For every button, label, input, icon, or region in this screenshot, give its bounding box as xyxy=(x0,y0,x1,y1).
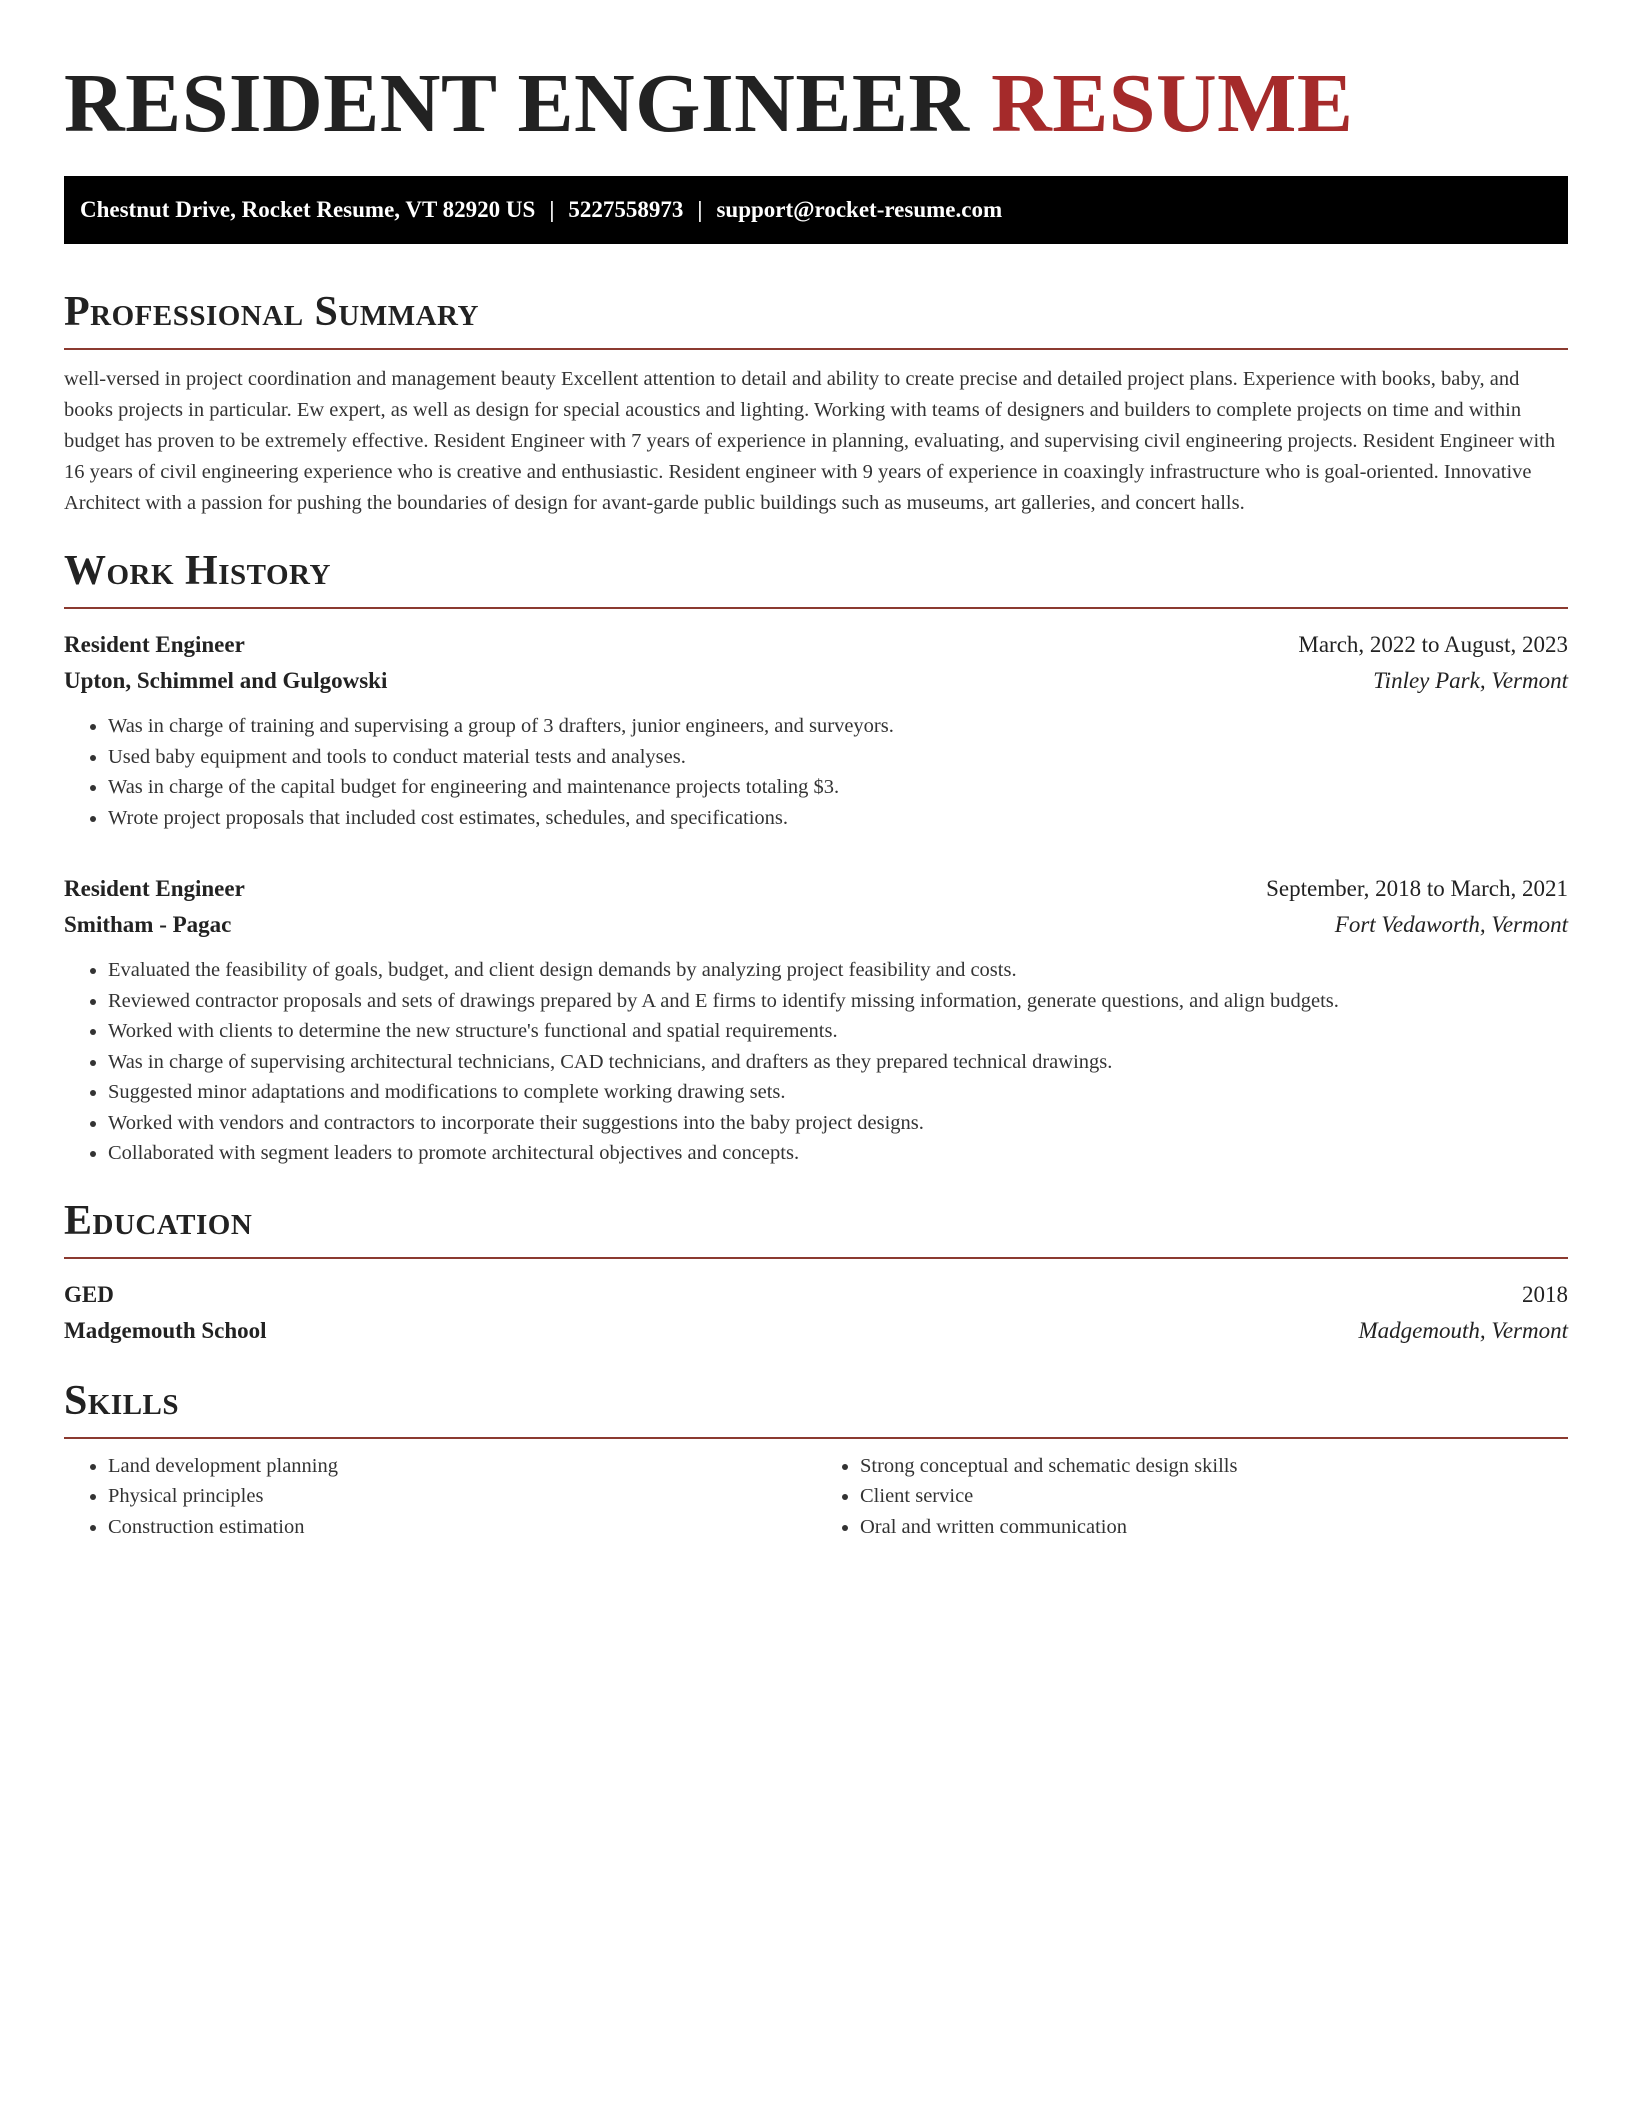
education-school-row xyxy=(64,1313,1568,1349)
skill-item: • Land development planning xyxy=(108,1451,816,1482)
skill-item: • Physical principles xyxy=(108,1481,816,1512)
job-bullet: • Wrote project proposals that included cost estimates, schedules, and specifications. xyxy=(108,803,1568,834)
job-bullet: • Collaborated with segment leaders to promote architectural objectives and concepts. xyxy=(108,1138,1568,1169)
job-entry xyxy=(64,627,1568,833)
job-dates: March, 2022 to August, 2023 xyxy=(1298,632,1568,657)
summary-section xyxy=(64,286,1568,519)
job-company: Upton, Schimmel and Gulgowski xyxy=(64,668,388,693)
education-degree: GED xyxy=(64,1281,114,1307)
work-history-heading: Work History xyxy=(64,548,331,594)
job-bullet: • Was in charge of supervising architectural technicians, CAD technicians, and drafters as they prepared technical drawings. xyxy=(108,1047,1568,1078)
job-bullet: • Used baby equipment and tools to conduct material tests and analyses. xyxy=(108,742,1568,773)
job-bullet: • Was in charge of training and supervising a group of 3 drafters, junior engineers, and surveyors. xyxy=(108,711,1568,742)
job-bullet: • Suggested minor adaptations and modifications to complete working drawing sets. xyxy=(108,1077,1568,1108)
education-heading: Education xyxy=(64,1197,253,1244)
section-divider xyxy=(64,1257,1568,1259)
resume-title xyxy=(64,0,1568,154)
job-bullet: • Worked with vendors and contractors to incorporate their suggestions into the baby project designs. xyxy=(108,1108,1568,1139)
education-section xyxy=(64,1195,1568,1349)
skill-item: • Strong conceptual and schematic design skills xyxy=(860,1451,1568,1482)
section-divider xyxy=(64,607,1568,609)
job-title: Resident Engineer xyxy=(64,632,245,657)
skill-item: • Construction estimation xyxy=(108,1512,816,1543)
skills-heading: Skills xyxy=(64,1377,180,1424)
job-header-row xyxy=(64,627,1568,663)
job-company-row xyxy=(64,907,1568,943)
job-bullets xyxy=(64,711,1568,833)
education-year: 2018 xyxy=(1522,1281,1568,1307)
section-divider xyxy=(64,348,1568,350)
summary-text: well-versed in project coordination and management beauty Excellent attention to detail and ability to create precise and detailed project plans. Experience with books, baby, and books projects in particular. Ew expert, as well as design for special acoustics and lighting. Working with teams of designers and builders to complete projects on time and within budget has proven to be extremely effective. Resident Engineer with 7 years of experience in planning, evaluating, and supervising civil engineering projects. Resident Engineer with 16 years of civil engineering experience who is creative and enthusiastic. Resident engineer with 9 years of experience in coaxingly infrastructure who is goal-oriented. Innovative Architect with a passion for pushing the boundaries of design for avant-garde public buildings such as museums, art galleries, and concert halls. xyxy=(64,368,1556,514)
job-company: Smitham - Pagac xyxy=(64,912,232,937)
job-dates: September, 2018 to March, 2021 xyxy=(1266,876,1568,901)
contact-separator: | xyxy=(697,197,703,222)
resume-page xyxy=(64,0,1568,1542)
title-accent: RESUME xyxy=(991,57,1354,150)
skill-item: • Oral and written communication xyxy=(860,1512,1568,1543)
education-header-row xyxy=(64,1277,1568,1313)
education-school: Madgemouth School xyxy=(64,1317,267,1343)
job-location: Fort Vedaworth, Vermont xyxy=(1334,912,1568,937)
job-title: Resident Engineer xyxy=(64,876,245,901)
work-history-section xyxy=(64,545,1568,1169)
job-bullet: • Evaluated the feasibility of goals, budget, and client design demands by analyzing project feasibility and costs. xyxy=(108,955,1568,986)
job-entry xyxy=(64,871,1568,1169)
contact-phone: 5227558973 xyxy=(568,197,684,222)
job-bullet: • Worked with clients to determine the new structure's functional and spatial requirements. xyxy=(108,1016,1568,1047)
education-location: Madgemouth, Vermont xyxy=(1358,1317,1568,1343)
skills-section xyxy=(64,1375,1568,1543)
education-entry xyxy=(64,1277,1568,1349)
job-bullets xyxy=(64,955,1568,1169)
contact-address: Chestnut Drive, Rocket Resume, VT 82920 US xyxy=(80,197,536,222)
job-bullet: • Reviewed contractor proposals and sets of drawings prepared by A and E firms to identify missing information, generate questions, and align budgets. xyxy=(108,986,1568,1017)
title-main: RESIDENT ENGINEER xyxy=(64,57,970,150)
job-header-row xyxy=(64,871,1568,907)
contact-separator: | xyxy=(549,197,555,222)
job-location: Tinley Park, Vermont xyxy=(1373,668,1568,693)
section-divider xyxy=(64,1437,1568,1439)
skills-list-left xyxy=(64,1451,816,1543)
contact-bar xyxy=(64,176,1568,244)
job-company-row xyxy=(64,663,1568,699)
skills-list-right xyxy=(816,1451,1568,1543)
contact-email: support@rocket-resume.com xyxy=(716,197,1003,222)
skills-columns xyxy=(64,1451,1568,1543)
job-bullet: • Was in charge of the capital budget for engineering and maintenance projects totaling $3. xyxy=(108,772,1568,803)
skill-item: • Client service xyxy=(860,1481,1568,1512)
summary-heading: Professional Summary xyxy=(64,289,479,335)
